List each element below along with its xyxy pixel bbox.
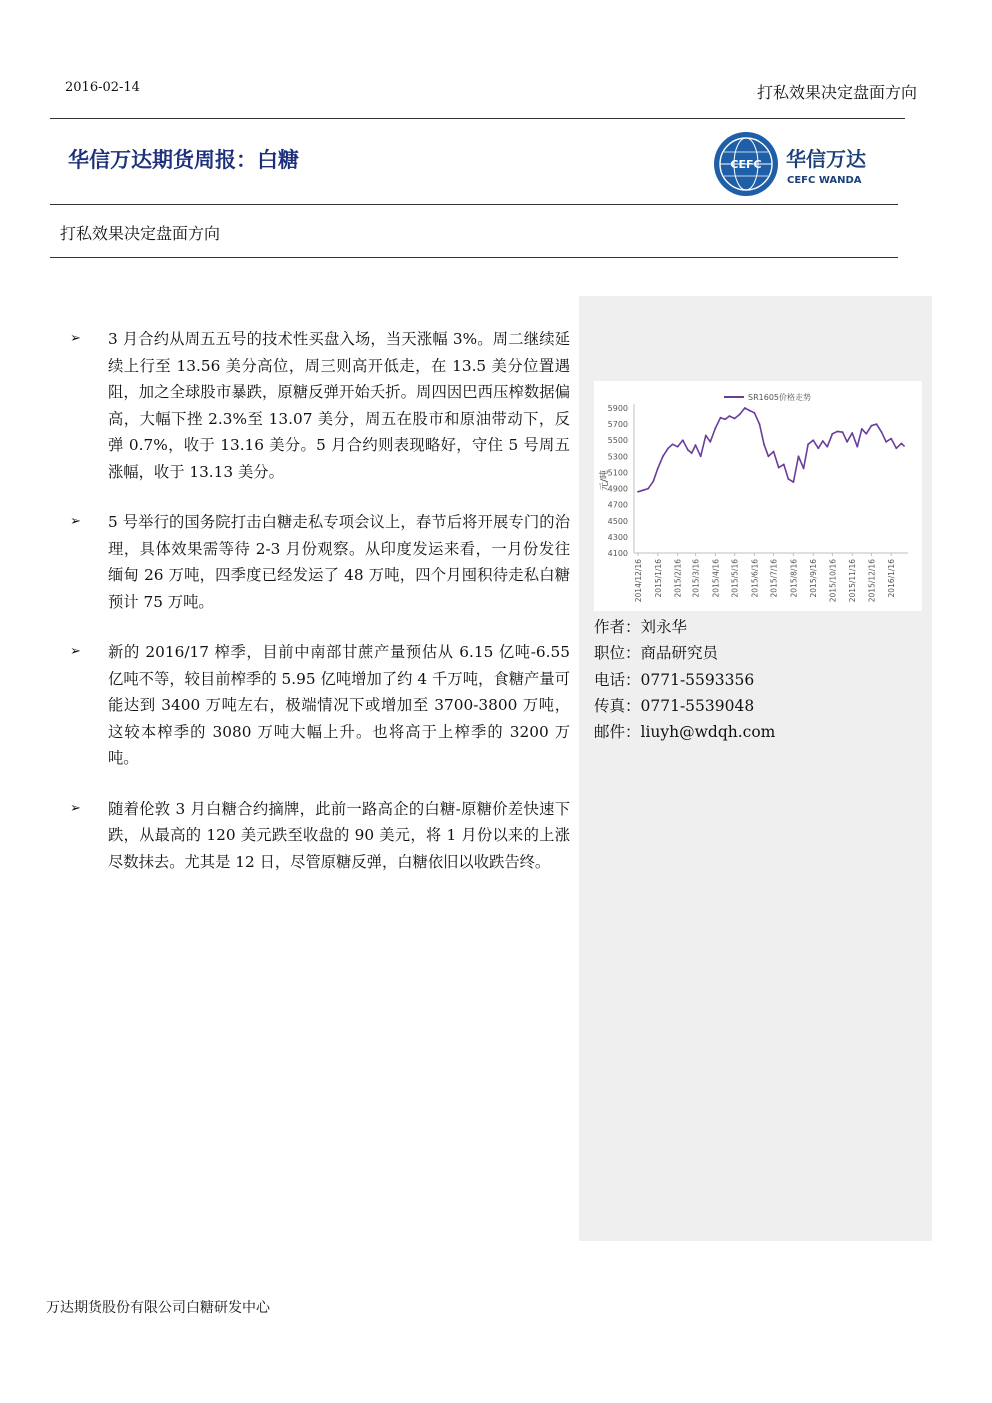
series-point [734, 418, 736, 420]
series-point [803, 468, 805, 470]
series-line [638, 408, 904, 492]
paragraph-1 [70, 326, 570, 485]
series-point [851, 432, 853, 434]
y-tick-label: 4300 [607, 532, 628, 542]
series-point [705, 434, 707, 436]
series-point [662, 455, 664, 457]
series-point [677, 446, 679, 448]
report-date: 2016-02-14 [65, 80, 140, 95]
series-point [890, 438, 892, 440]
logo-emblem-icon [712, 130, 882, 198]
x-tick-label: 2015/5/16 [730, 559, 740, 598]
series-point [720, 417, 722, 419]
header-right-title: 打私效果决定盘面方向 [756, 83, 917, 102]
series-point [642, 489, 644, 491]
x-tick-label: 2015/12/16 [867, 559, 877, 603]
series-point [903, 445, 905, 447]
series-point [637, 491, 639, 493]
series-point [798, 455, 800, 457]
series-point [657, 468, 659, 470]
author-fax: 传真：0771-5539048 [594, 696, 755, 715]
series-point [714, 427, 716, 429]
x-tick-label: 2015/6/16 [750, 559, 760, 598]
title-rule [50, 204, 898, 205]
series-point [753, 412, 755, 414]
y-tick-label: 4700 [607, 500, 628, 510]
company-logo [712, 130, 882, 198]
y-tick-label: 4500 [607, 516, 628, 526]
series-point [817, 447, 819, 449]
legend-label: SR1605价格走势 [748, 393, 811, 402]
paragraph-3 [70, 639, 570, 772]
author-name: 作者：刘永华 [594, 618, 688, 636]
author-phone: 电话：0771-5593356 [594, 670, 755, 689]
logo-name-en: CEFC WANDA [787, 175, 862, 186]
series-point [682, 439, 684, 441]
x-tick-label: 2015/10/16 [828, 559, 838, 603]
series-point [861, 428, 863, 430]
series-point [700, 455, 702, 457]
price-chart-svg [594, 381, 922, 611]
paragraph-text: 随着伦敦 3 月白糖合约摘牌，此前一路高企的白糖-原糖价差快速下跌，从最高的 120 美元跌至收盘的 90 美元，将 1 月份以来的上涨尽数抹去。尤其是 12 日，尽管原糖反弹，白糖依旧以收跌告终。 [108, 799, 570, 871]
series-point [901, 443, 903, 445]
body-column [70, 326, 570, 899]
x-tick-label: 2015/9/16 [809, 559, 819, 598]
logo-emblem-text: CEFC [730, 158, 762, 171]
y-tick-label: 5100 [607, 468, 628, 478]
x-tick-label: 2015/3/16 [691, 559, 701, 598]
series-point [865, 433, 867, 435]
series-point [672, 443, 674, 445]
series-point [792, 481, 794, 483]
author-position: 职位：商品研究员 [594, 644, 719, 663]
series-point [870, 425, 872, 427]
series-point [822, 440, 824, 442]
series-point [739, 414, 741, 416]
paragraph-2 [70, 509, 570, 615]
series-point [773, 451, 775, 453]
series-point [876, 423, 878, 425]
series-point [783, 463, 785, 465]
bullet-arrow-icon: ➢ [70, 514, 81, 529]
header-rule [50, 118, 905, 119]
author-email: 邮件：liuyh@wdqh.com [594, 723, 776, 742]
series-point [652, 480, 654, 482]
x-tick-label: 2015/7/16 [769, 559, 779, 598]
bullet-arrow-icon: ➢ [70, 331, 81, 346]
paragraph-text: 新的 2016/17 榨季，目前中南部甘蔗产量预估从 6.15 亿吨-6.55 亿吨不等，较目前榨季的 5.95 亿吨增加了约 4 千万吨，食糖产量可能达到 3400 万吨左右，极端情况下或增加至 3700-3800 万吨，这较本榨季的 3080 万吨大幅上升。也将高于上榨季的 3200 万吨。 [108, 643, 570, 767]
series-point [895, 447, 897, 449]
x-tick-label: 2015/4/16 [711, 559, 721, 598]
y-tick-label: 5900 [607, 404, 628, 413]
series-point [759, 423, 761, 425]
x-tick-label: 2015/11/16 [848, 559, 858, 603]
series-point [837, 430, 839, 432]
series-point [724, 418, 726, 420]
series-point [691, 452, 693, 454]
series-point [763, 443, 765, 445]
series-point [826, 446, 828, 448]
author-info [594, 614, 775, 745]
series-point [812, 439, 814, 441]
bullet-arrow-icon: ➢ [70, 800, 81, 816]
x-tick-label: 2016/1/16 [887, 559, 897, 598]
series-point [807, 443, 809, 445]
report-subtitle: 打私效果决定盘面方向 [60, 224, 221, 243]
series-point [885, 441, 887, 443]
y-tick-label: 5500 [607, 436, 628, 446]
series-point [667, 447, 669, 449]
y-tick-label: 5700 [607, 420, 628, 430]
paragraph-text: 3 月合约从周五五号的技术性买盘入场，当天涨幅 3%。周二继续延续上行至 13.56 美分高位，周三则高开低走，在 13.5 美分位置遇阻，加之全球股市暴跌，原糖反弹开始夭折。周四因巴西压榨数据偏高，大幅下挫 2.3%至 13.07 美分，周五在股市和原油带动下，反弹 0.7%，收于 13.16 美分。5 月合约则表现略好，守住 5 号周五涨幅，收于 13.13 美分。 [108, 330, 570, 481]
y-tick-label: 4900 [607, 484, 628, 494]
series-point [729, 415, 731, 417]
paragraph-text: 5 号举行的国务院打击白糖走私专项会议上，春节后将开展专门的治理，具体效果需等待 2-3 月份观察。从印度发运来看，一月份发往缅甸 26 万吨，四季度已经发运了 48 万吨，四个月囤积待走私白糖预计 75 万吨。 [108, 513, 570, 611]
series-point [687, 449, 689, 451]
subtitle-rule [50, 257, 898, 258]
series-point [881, 431, 883, 433]
footer-company: 万达期货股份有限公司白糖研发中心 [46, 1300, 270, 1316]
series-point [842, 431, 844, 433]
x-tick-label: 2014/12/16 [634, 559, 643, 603]
price-chart [594, 381, 922, 611]
y-axis-label: 元/吨 [600, 469, 610, 492]
y-tick-label: 5300 [607, 452, 628, 462]
series-point [647, 488, 649, 490]
paragraph-4 [70, 796, 570, 876]
series-point [748, 410, 750, 412]
series-point [778, 467, 780, 469]
bullet-arrow-icon: ➢ [70, 644, 81, 659]
x-tick-label: 2015/8/16 [789, 559, 799, 598]
series-point [787, 478, 789, 480]
y-tick-label: 4100 [607, 549, 628, 558]
series-point [695, 444, 697, 446]
series-point [846, 441, 848, 443]
x-tick-label: 2015/2/16 [673, 559, 683, 598]
report-title: 华信万达期货周报：白糖 [68, 148, 299, 172]
series-point [768, 455, 770, 457]
series-point [856, 446, 858, 448]
logo-name-cn: 华信万达 [786, 147, 866, 171]
series-point [709, 441, 711, 443]
series-point [831, 433, 833, 435]
series-point [744, 407, 746, 409]
x-tick-label: 2015/1/16 [653, 559, 663, 598]
